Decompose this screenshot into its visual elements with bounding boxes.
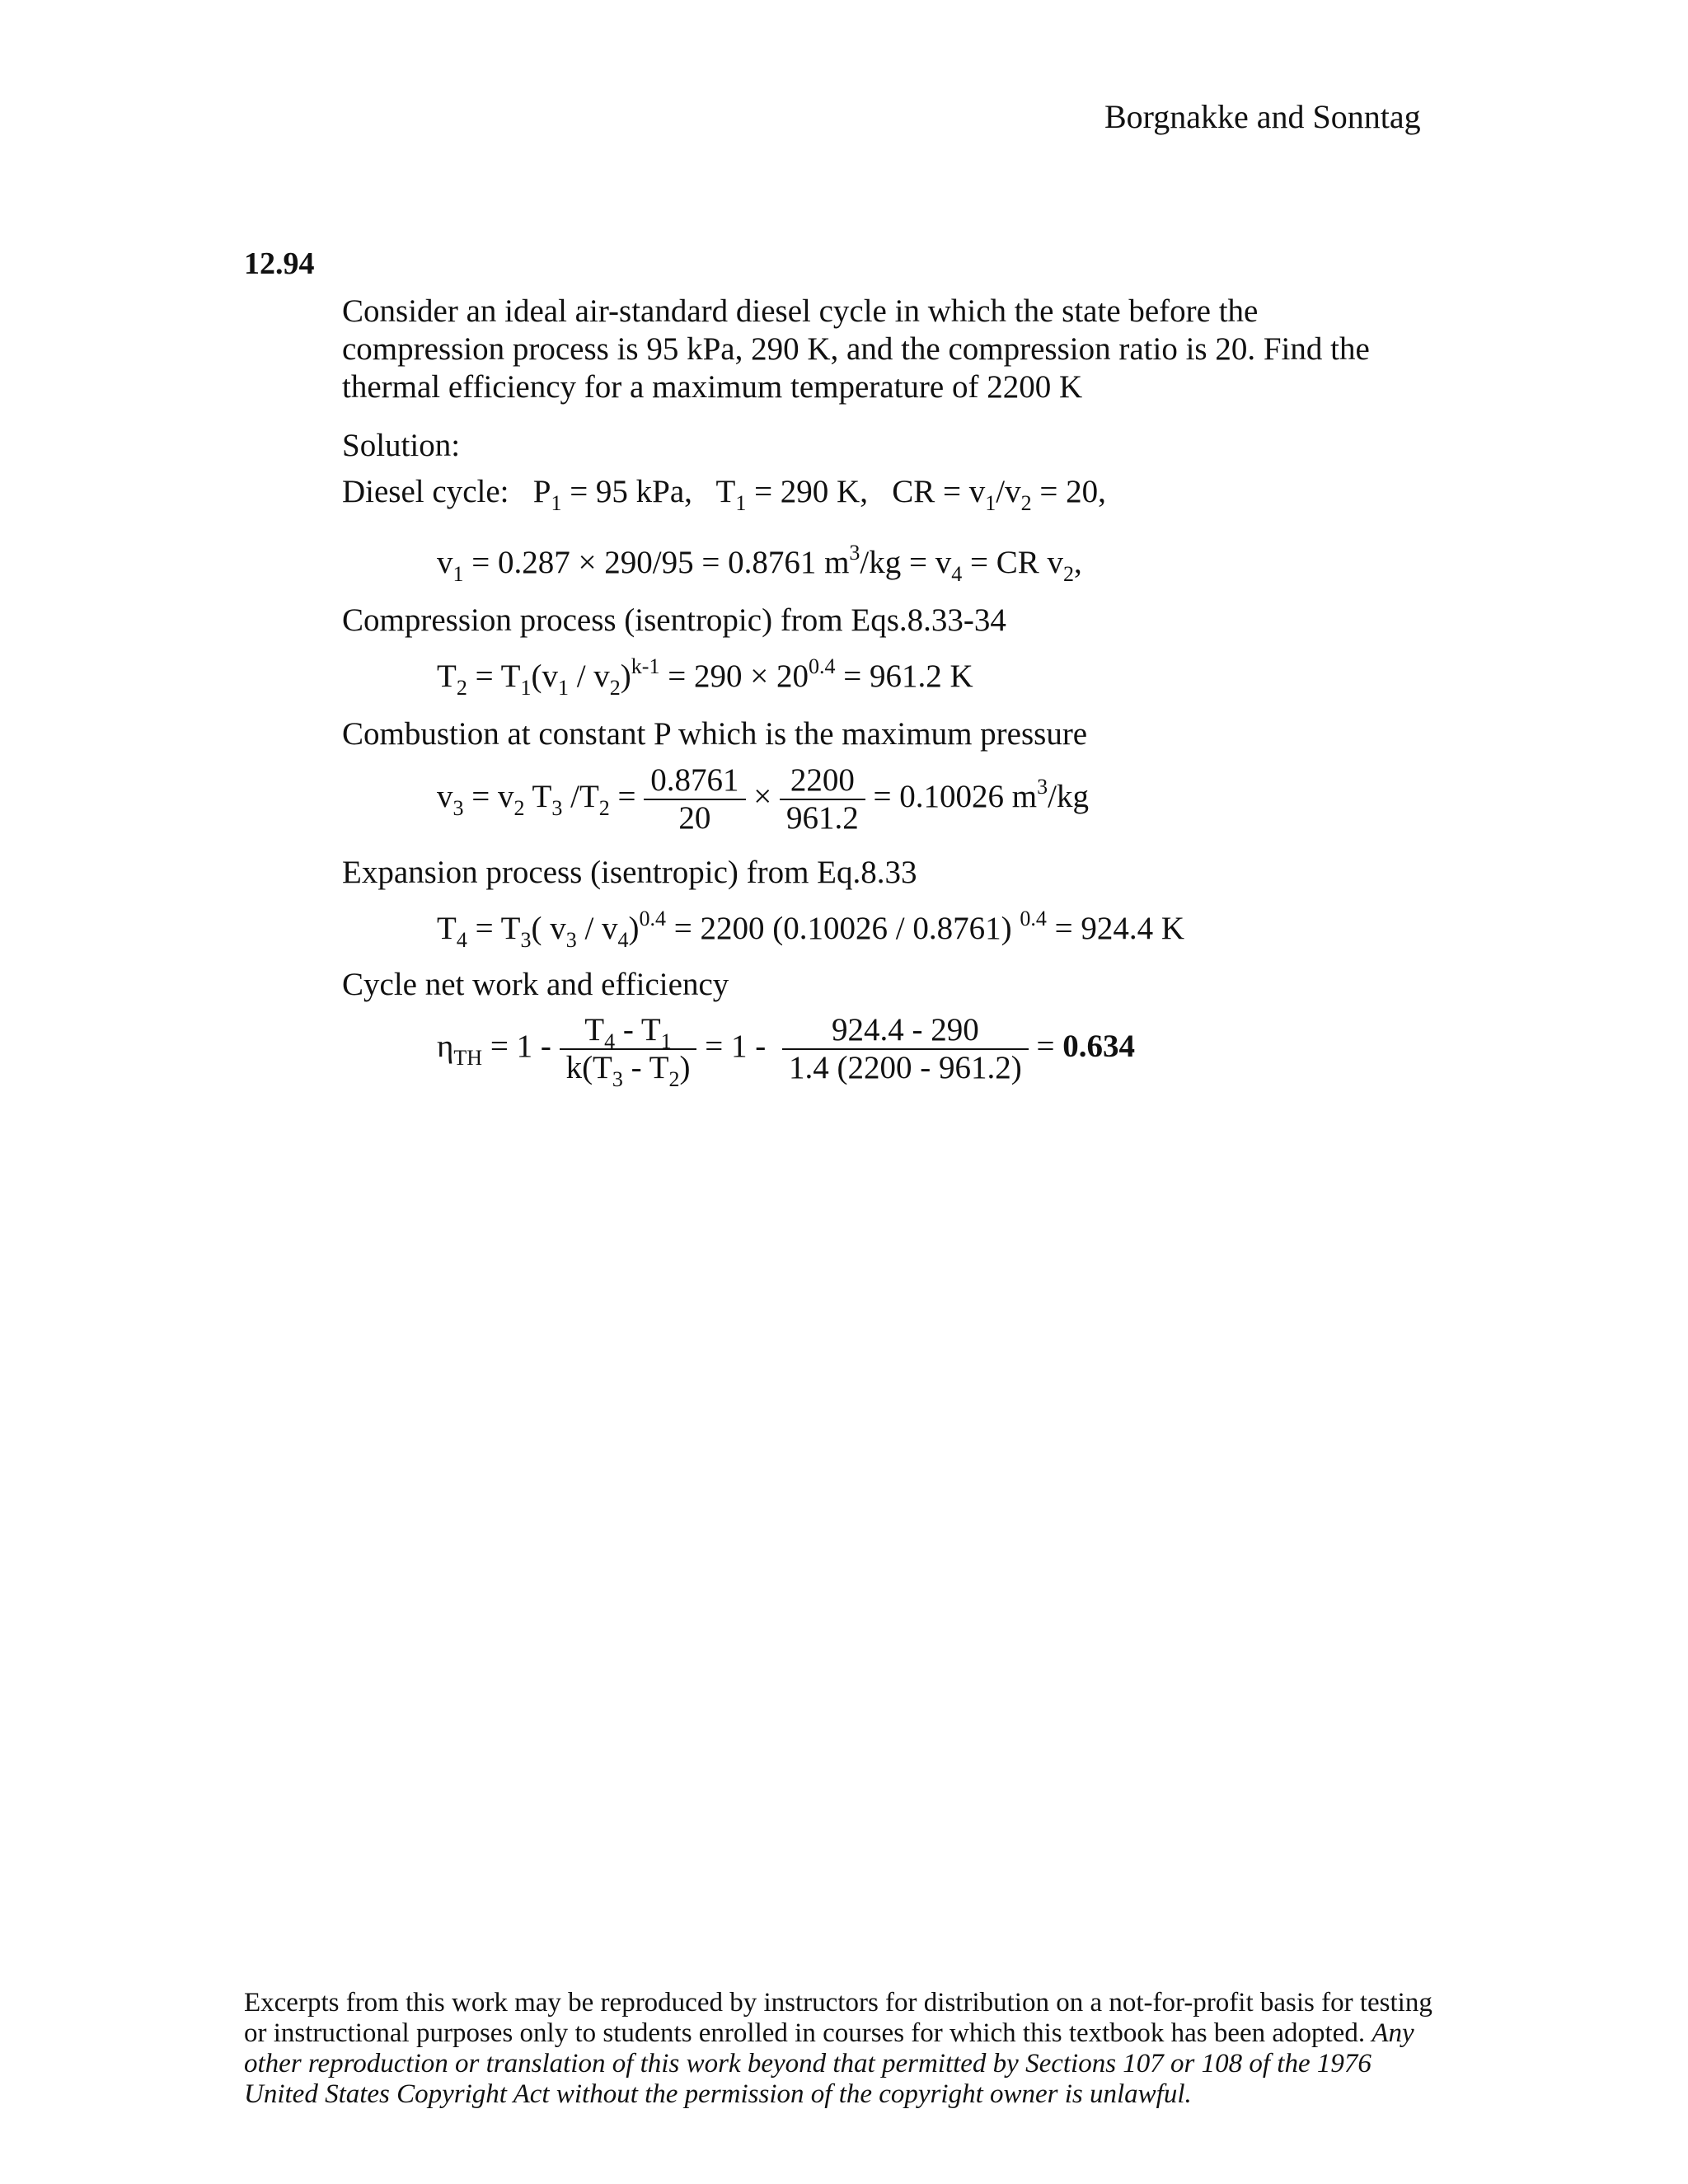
problem-number: 12.94 [244,246,315,281]
efficiency-result: 0.634 [1062,1028,1135,1064]
expansion-heading: Expansion process (isentropic) from Eq.8.33 [342,855,917,890]
header-author: Borgnakke and Sonntag [1104,98,1421,135]
combustion-heading: Combustion at constant P which is the maximum pressure [342,716,1088,752]
statement-line: Consider an ideal air-standard diesel cycle in which the state before the [342,293,1259,329]
fraction-temp: $\frac{2200}{961.2}$ [780,762,865,837]
t2-line: $T_2 = T_1(v_1 / v_2)^{k-1} = 290 \times 20^{0.4} = 961.2$ K [437,654,973,700]
cycle-heading: Cycle net work and efficiency [342,967,729,1002]
efficiency-line: $\eta_{TH} = 1$ - $\frac{T_4 - T_1}{k(T_3 - T_2)}$ = 1 - $\frac{924.4 - 290}{1.4 (2200 - 961.2)}$ = 0.634 [437,1012,1135,1091]
fraction-v2: $\frac{0.8761}{20}$ [644,762,745,837]
cr-expr: CR = $v_1/v_2 = 20$, [892,474,1106,515]
t1-expr: $T_1 = 290$ K, [715,474,868,515]
compression-heading: Compression process (isentropic) from Eqs.8.33-34 [342,602,1006,638]
fraction-eff1: $\frac{T_4 - T_1}{k(T_3 - T_2)}$ [560,1012,697,1086]
fraction-eff2: $\frac{924.4 - 290}{1.4 (2200 - 961.2)}$ [782,1012,1029,1086]
eta-symbol: $\eta_{TH}$ [437,1028,483,1070]
footer-normal-text: Excerpts from this work may be reproduced by instructors for distribution on a not-for-profit basis for testing or instructional purposes only to students enrolled in courses for which this textbook has been adopted. [244,1988,1432,2048]
v3-line: $v_3 = v_2$ $T_3$ $/T_2$ = $\frac{0.8761}{20}$ × $\frac{2200}{961.2}$ = 0.10026 $m^3/kg$ [437,762,1089,836]
diesel-label: Diesel cycle: [342,474,509,509]
t4-line: $T_4 = T_3$( $v_3 / v_4)^{0.4} = 2200$ (0.10026 / 0.8761) $^{0.4}$ = 924.4 K [437,907,1185,952]
v1-line: $v_1 = 0.287 \times 290/95 = 0.8761$ $m^3/kg = v_4$ = CR $v_2$, [437,541,1082,586]
diesel-cycle-line [342,473,1106,515]
p1-expr: $P_1 = 95$ kPa, [532,474,692,515]
problem-statement [342,293,1438,406]
copyright-footer [244,1988,1447,2110]
footer-italic-text: Any other reproduction or translation of this work beyond that permitted by Sections 107 or 108 of the 1976 United States Copyright Act without the permission of the copyright owner is unlawful. [244,2018,1414,2109]
solution-label: Solution: [342,428,461,463]
statement-line: thermal efficiency for a maximum temperature of 2200 K [342,369,1083,405]
statement-line: compression process is 95 kPa, 290 K, and the compression ratio is 20. Find the [342,331,1370,367]
